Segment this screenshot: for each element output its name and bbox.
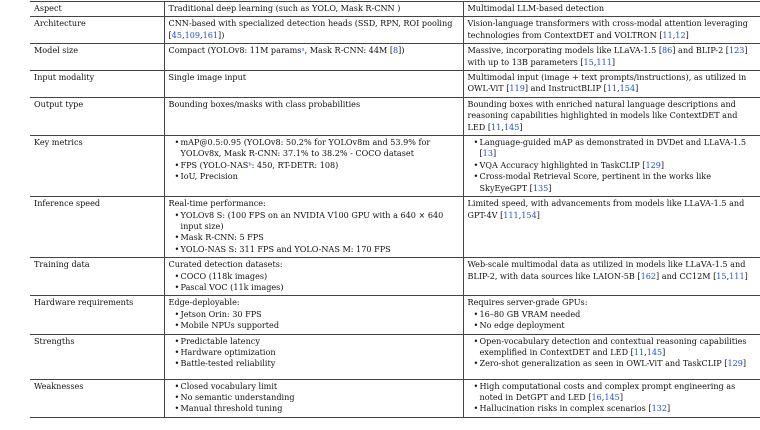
bullet-item (169, 244, 459, 255)
text-run: Multimodal input (image + text prompts/instructions), as utilized in OWL-ViT [ (467, 72, 747, 94)
citation-link[interactable]: 162 (640, 270, 657, 281)
table-row (30, 44, 760, 71)
bullet-item (169, 336, 459, 347)
bullet-item (169, 392, 459, 403)
table-row (30, 296, 760, 334)
text-run: ] and BLIP-2 [ (672, 45, 729, 56)
citation-link[interactable]: 111 (596, 56, 612, 67)
aspect-cell: Model size (30, 44, 164, 71)
text-run: CNN-based with specialized detection heads (SSD, RPN, ROI pooling [ (168, 18, 453, 40)
text-run: Pascal VOC (11k images) (180, 281, 284, 292)
text-run: Manual threshold tuning (180, 403, 283, 414)
citation-link[interactable]: 15 (583, 56, 594, 67)
text-run: Edge-deployable: (168, 297, 240, 308)
traditional-cell (164, 379, 463, 417)
text-run: ] (519, 121, 523, 132)
header-aspect: Aspect (30, 2, 164, 17)
text-run: Cross-modal Retrieval Score, pertinent in the works like SkyEyeGPT [ (479, 171, 711, 193)
text-run: ] (660, 159, 665, 170)
text-run: ]) (218, 29, 225, 40)
traditional-cell (164, 334, 463, 379)
text-run: High computational costs and complex prompt engineering as noted in DetGPT and LED [ (479, 380, 736, 402)
citation-link[interactable]: 135 (532, 182, 549, 193)
text-run: ] and InstructBLIP [ (524, 83, 607, 94)
text-run: Mask R-CNN: 5 FPS (180, 232, 264, 243)
bullet-item (169, 358, 459, 369)
llm-cell (463, 197, 760, 258)
text-run: Hardware optimization (180, 346, 276, 357)
text-run: Zero-shot generalization as seen in OWL-ViT and TaskCLIP [ (479, 358, 728, 369)
aspect-cell: Input modality (30, 71, 164, 98)
text-run: , (181, 29, 185, 40)
header-row (30, 2, 760, 17)
text-run: , Mask R-CNN: 44M [ (304, 45, 393, 56)
bullet-item (169, 137, 459, 160)
bullet-item (468, 336, 757, 359)
aspect-cell: Inference speed (30, 197, 164, 258)
text-run: mAP@0.5:0.95 (YOLOv8: 50.2% for YOLOv8m and 53.9% for YOLOv8x, Mask R-CNN: 37.1% to 38.2% - COCO dataset (180, 137, 431, 159)
cell-paragraph (468, 18, 757, 41)
cell-paragraph (468, 45, 757, 68)
text-run: , (601, 391, 605, 402)
text-run: ]) (398, 45, 405, 56)
citation-link[interactable]: 123 (728, 45, 745, 56)
text-run: YOLO-NAS S: 311 FPS and YOLO-NAS M: 170 FPS (180, 243, 391, 254)
text-run: ] (744, 270, 748, 281)
bullet-item (169, 347, 459, 358)
llm-cell (463, 71, 760, 98)
text-run: ] (662, 346, 666, 357)
text-run: ] and CC12M [ (656, 270, 717, 281)
bullet-item (468, 381, 757, 404)
text-run: ] (536, 209, 540, 220)
traditional-cell (164, 44, 463, 71)
bullet-item (468, 137, 757, 160)
text-run: , (518, 209, 522, 220)
llm-cell (463, 17, 760, 44)
text-run: Massive, incorporating models like LLaVA-1.5 [ (467, 45, 662, 56)
text-run: 16–80 GB VRAM needed (479, 308, 581, 319)
aspect-cell: Training data (30, 258, 164, 296)
cell-paragraph (169, 198, 459, 209)
bullet-item (169, 171, 459, 182)
citation-link[interactable]: 129 (727, 358, 743, 369)
header-llm: Multimodal LLM-based detection (463, 2, 760, 17)
bullet-item (169, 320, 459, 331)
cell-paragraph (169, 99, 459, 110)
text-run: Web-scale multimodal data as utilized in models like LLaVA-1.5 and BLIP-2, with data sources like LAION-5B [ (467, 259, 746, 281)
text-run: Open-vocabulary detection and contextual reasoning capabilities exemplified in ContextDET and LED [ (479, 335, 747, 357)
cell-paragraph (169, 45, 459, 56)
text-run: Mobile NPUs supported (180, 320, 280, 331)
text-run: Compact (YOLOv8: 11M params (168, 45, 302, 56)
table-row (30, 71, 760, 98)
aspect-cell: Hardware requirements (30, 296, 164, 334)
bullet-item (468, 358, 757, 369)
llm-cell (463, 379, 760, 417)
citation-link[interactable]: 111 (729, 270, 745, 281)
aspect-cell: Key metrics (30, 136, 164, 197)
citation-link[interactable]: 45 (171, 29, 182, 40)
aspect-cell: Output type (30, 97, 164, 135)
text-run: IoU, Precision (180, 171, 238, 182)
text-run: Real-time performance: (168, 198, 266, 209)
cell-paragraph (468, 72, 757, 95)
text-run: ] (619, 391, 623, 402)
cell-paragraph (468, 99, 757, 133)
traditional-cell (164, 71, 463, 98)
citation-link[interactable]: 109 (184, 29, 201, 40)
bullet-item (169, 210, 459, 233)
text-run: , (644, 346, 647, 357)
table-row (30, 17, 760, 44)
bullet-item (468, 403, 757, 414)
text-run: ] (667, 403, 671, 414)
bullet-item (468, 309, 757, 320)
citation-link[interactable]: 15 (716, 270, 727, 281)
text-run: Battle-tested reliability (180, 358, 276, 369)
traditional-cell (164, 258, 463, 296)
text-run: FPS (YOLO-NAS (180, 159, 249, 170)
citation-link[interactable]: ᵇ (248, 159, 252, 170)
text-run: YOLOv8 S: (100 FPS on an NVIDIA V100 GPU with a 640 × 640 input size) (180, 209, 444, 231)
citation-link[interactable]: 8 (393, 45, 399, 56)
text-run: ] (611, 56, 616, 67)
citation-link[interactable]: 11 (662, 29, 673, 40)
text-run: Closed vocabulary limit (180, 380, 278, 391)
text-run: Vision-language transformers with cross-modal attention leveraging technologies from ContextDET and VOLTRON [ (467, 18, 748, 40)
table-row (30, 97, 760, 135)
cell-paragraph (169, 259, 459, 270)
text-run: Single image input (168, 72, 247, 83)
text-run: , (672, 29, 676, 40)
citation-link[interactable]: 119 (509, 83, 525, 94)
bullet-item (169, 309, 459, 320)
citation-link[interactable]: 16 (591, 391, 602, 402)
traditional-cell (164, 17, 463, 44)
text-run: Hallucination risks in complex scenarios [ (479, 403, 652, 414)
traditional-cell (164, 296, 463, 334)
bullet-item (169, 232, 459, 243)
text-run: , (617, 83, 620, 94)
citation-link[interactable]: 161 (202, 29, 219, 40)
text-run: , (726, 270, 730, 281)
text-run: No semantic understanding (180, 391, 295, 402)
table-body (30, 17, 760, 417)
citation-link[interactable]: 129 (645, 159, 661, 170)
text-run: , (200, 29, 203, 40)
bullet-item (169, 381, 459, 392)
citation-link[interactable]: 11 (633, 346, 645, 357)
comparison-table (30, 1, 760, 418)
bullet-item (169, 282, 459, 293)
citation-link[interactable]: 132 (651, 403, 668, 414)
text-run: ] (742, 358, 747, 369)
cell-paragraph (169, 72, 459, 83)
citation-link[interactable]: 145 (503, 121, 520, 132)
cell-paragraph (468, 297, 757, 308)
citation-link[interactable]: ᵃ (301, 45, 305, 56)
text-run: ] with up to 13B parameters [ (467, 45, 748, 67)
text-run: COCO (118k images) (180, 270, 268, 281)
text-run: Predictable latency (180, 335, 260, 346)
citation-link[interactable]: 12 (675, 29, 686, 40)
text-run: Limited speed, with advancements from models like LLaVA-1.5 and GPT-4V [ (467, 198, 745, 220)
text-run: , (593, 56, 597, 67)
text-run: ] (685, 29, 689, 40)
llm-cell (463, 296, 760, 334)
text-run: ] (492, 148, 497, 159)
traditional-cell (164, 136, 463, 197)
llm-cell (463, 97, 760, 135)
table-row (30, 197, 760, 258)
text-run: Bounding boxes with enriched natural language descriptions and reasoning capabilities highlighted in models like ContextDET and LED [ (467, 98, 738, 132)
bullet-item (468, 171, 757, 194)
header-traditional: Traditional deep learning (such as YOLO, Mask R-CNN ) (164, 2, 463, 17)
llm-cell (463, 44, 760, 71)
citation-link[interactable]: 154 (521, 209, 537, 220)
bullet-item (468, 160, 757, 171)
text-run: , (501, 121, 504, 132)
bullet-item (169, 160, 459, 171)
text-run: ] (635, 83, 639, 94)
cell-paragraph (169, 18, 459, 41)
llm-cell (463, 258, 760, 296)
bullet-item (468, 320, 757, 331)
table-row (30, 258, 760, 296)
llm-cell (463, 334, 760, 379)
citation-link[interactable]: 11 (606, 83, 618, 94)
citation-link[interactable]: 145 (646, 346, 663, 357)
table-row (30, 136, 760, 197)
citation-link[interactable]: 13 (482, 148, 493, 159)
text-run: Language-guided mAP as demonstrated in DVDet and LLaVA-1.5 [ (479, 137, 747, 159)
llm-cell (463, 136, 760, 197)
text-run: Jetson Orin: 30 FPS (180, 308, 262, 319)
bullet-item (169, 403, 459, 414)
table-row (30, 334, 760, 379)
text-run: Requires server-grade GPUs: (467, 297, 588, 308)
text-run: No edge deployment (479, 320, 565, 331)
text-run: Bounding boxes/masks with class probabilities (168, 98, 361, 109)
citation-link[interactable]: 154 (619, 83, 636, 94)
traditional-cell (164, 97, 463, 135)
cell-paragraph (468, 198, 757, 221)
text-run: VQA Accuracy highlighted in TaskCLIP [ (479, 159, 646, 170)
cell-paragraph (468, 259, 757, 282)
traditional-cell (164, 197, 463, 258)
citation-link[interactable]: 11 (491, 121, 502, 132)
text-run: ] (548, 182, 552, 193)
text-run: : 450, RT-DETR: 108) (251, 159, 339, 170)
citation-link[interactable]: 86 (661, 45, 673, 56)
aspect-cell: Architecture (30, 17, 164, 44)
text-run: Curated detection datasets: (168, 259, 283, 270)
citation-link[interactable]: 145 (604, 391, 620, 402)
bullet-item (169, 271, 459, 282)
aspect-cell: Weaknesses (30, 379, 164, 417)
cell-paragraph (169, 297, 459, 308)
aspect-cell: Strengths (30, 334, 164, 379)
citation-link[interactable]: 111 (503, 209, 519, 220)
table-row (30, 379, 760, 417)
